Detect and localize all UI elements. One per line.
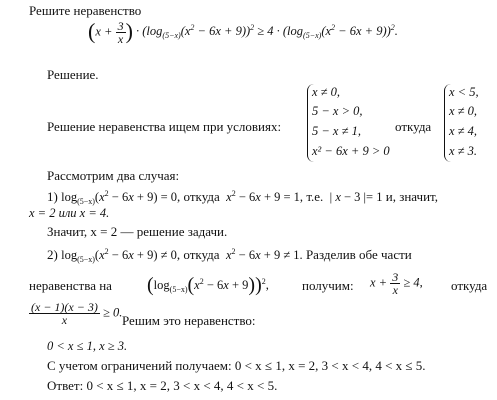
- case1-label: 1): [47, 189, 58, 204]
- conditions-text: Решение неравенства ищем при условиях:: [47, 119, 282, 134]
- whence-line-2: x ≠ 0,: [449, 104, 478, 118]
- answer: Ответ: 0 < x ≤ 1, x = 2, 3 < x < 4, 4 < x < 5.: [47, 378, 278, 393]
- case2-inequality: x + $\frac{3}{x}$ ≥ 4,: [370, 270, 423, 297]
- whence-line-4: x ≠ 3.: [449, 144, 478, 158]
- case2-line3-end: Решим это неравенство:: [122, 313, 256, 328]
- condition-line-1: x ≠ 0,: [312, 85, 341, 99]
- case2-fraction-inequality: $\frac{(x - 1)(x - 3)}{x}$ ≥ 0.: [31, 300, 123, 327]
- case2-result: 0 < x ≤ 1, x ≥ 3.: [47, 339, 128, 353]
- case2-line: 2) $\log_{(5-x)}(x^2 - 6x + 9) \ne 0$, откуда $x^2 - 6x + 9 \ne 1$. Разделив обе части: [47, 247, 412, 264]
- problem-title: Решите неравенство: [29, 3, 142, 18]
- case2-label: 2): [47, 247, 58, 262]
- constraints-summary: С учетом ограничений получаем: 0 < x ≤ 1, x = 2, 3 < x < 4, 4 < x ≤ 5.: [47, 358, 426, 373]
- case2-divisor: $(\log_{(5-x)}(x^2 - 6x + 9))^2$,: [147, 274, 269, 296]
- case2-line2-end: откуда: [451, 278, 488, 293]
- case2-line2-start: неравенства на: [29, 278, 112, 293]
- condition-line-2: 5 − x > 0,: [312, 104, 363, 118]
- case1-line2: x = 2 или x = 4.: [29, 206, 110, 220]
- whence-word: откуда: [395, 119, 432, 134]
- case1-conclusion: Значит, x = 2 — решение задачи.: [47, 224, 228, 239]
- solution-label: Решение.: [47, 67, 99, 82]
- main-inequality: (x + $\frac{3}{x}$ ) · $(\log_{(5-x)}(x^2 - 6x + 9))^2 \ge 4 \cdot (\log_{(5-x)}(x^2 - 6x + 9))^2$.: [88, 18, 398, 46]
- cases-intro: Рассмотрим два случая:: [47, 168, 180, 183]
- case1-and: и, значит,: [385, 189, 438, 204]
- case2-line2-mid: получим:: [302, 278, 354, 293]
- case2-mid: , откуда: [176, 247, 220, 262]
- case1-line: 1) $\log_{(5-x)}(x^2 - 6x + 9) = 0$, откуда $x^2 - 6x + 9 = 1$, т.е. | x − 3 |= 1 и, значит,: [47, 189, 438, 206]
- condition-line-3: 5 − x ≠ 1,: [312, 124, 361, 138]
- case1-mid: , откуда: [177, 189, 220, 204]
- whence-line-1: x < 5,: [449, 85, 479, 99]
- whence-line-3: x ≠ 4,: [449, 124, 478, 138]
- condition-line-4: x² − 6x + 9 > 0: [312, 144, 390, 158]
- case2-tail: Разделив обе части: [305, 247, 412, 262]
- case1-tail: т.е.: [306, 189, 324, 204]
